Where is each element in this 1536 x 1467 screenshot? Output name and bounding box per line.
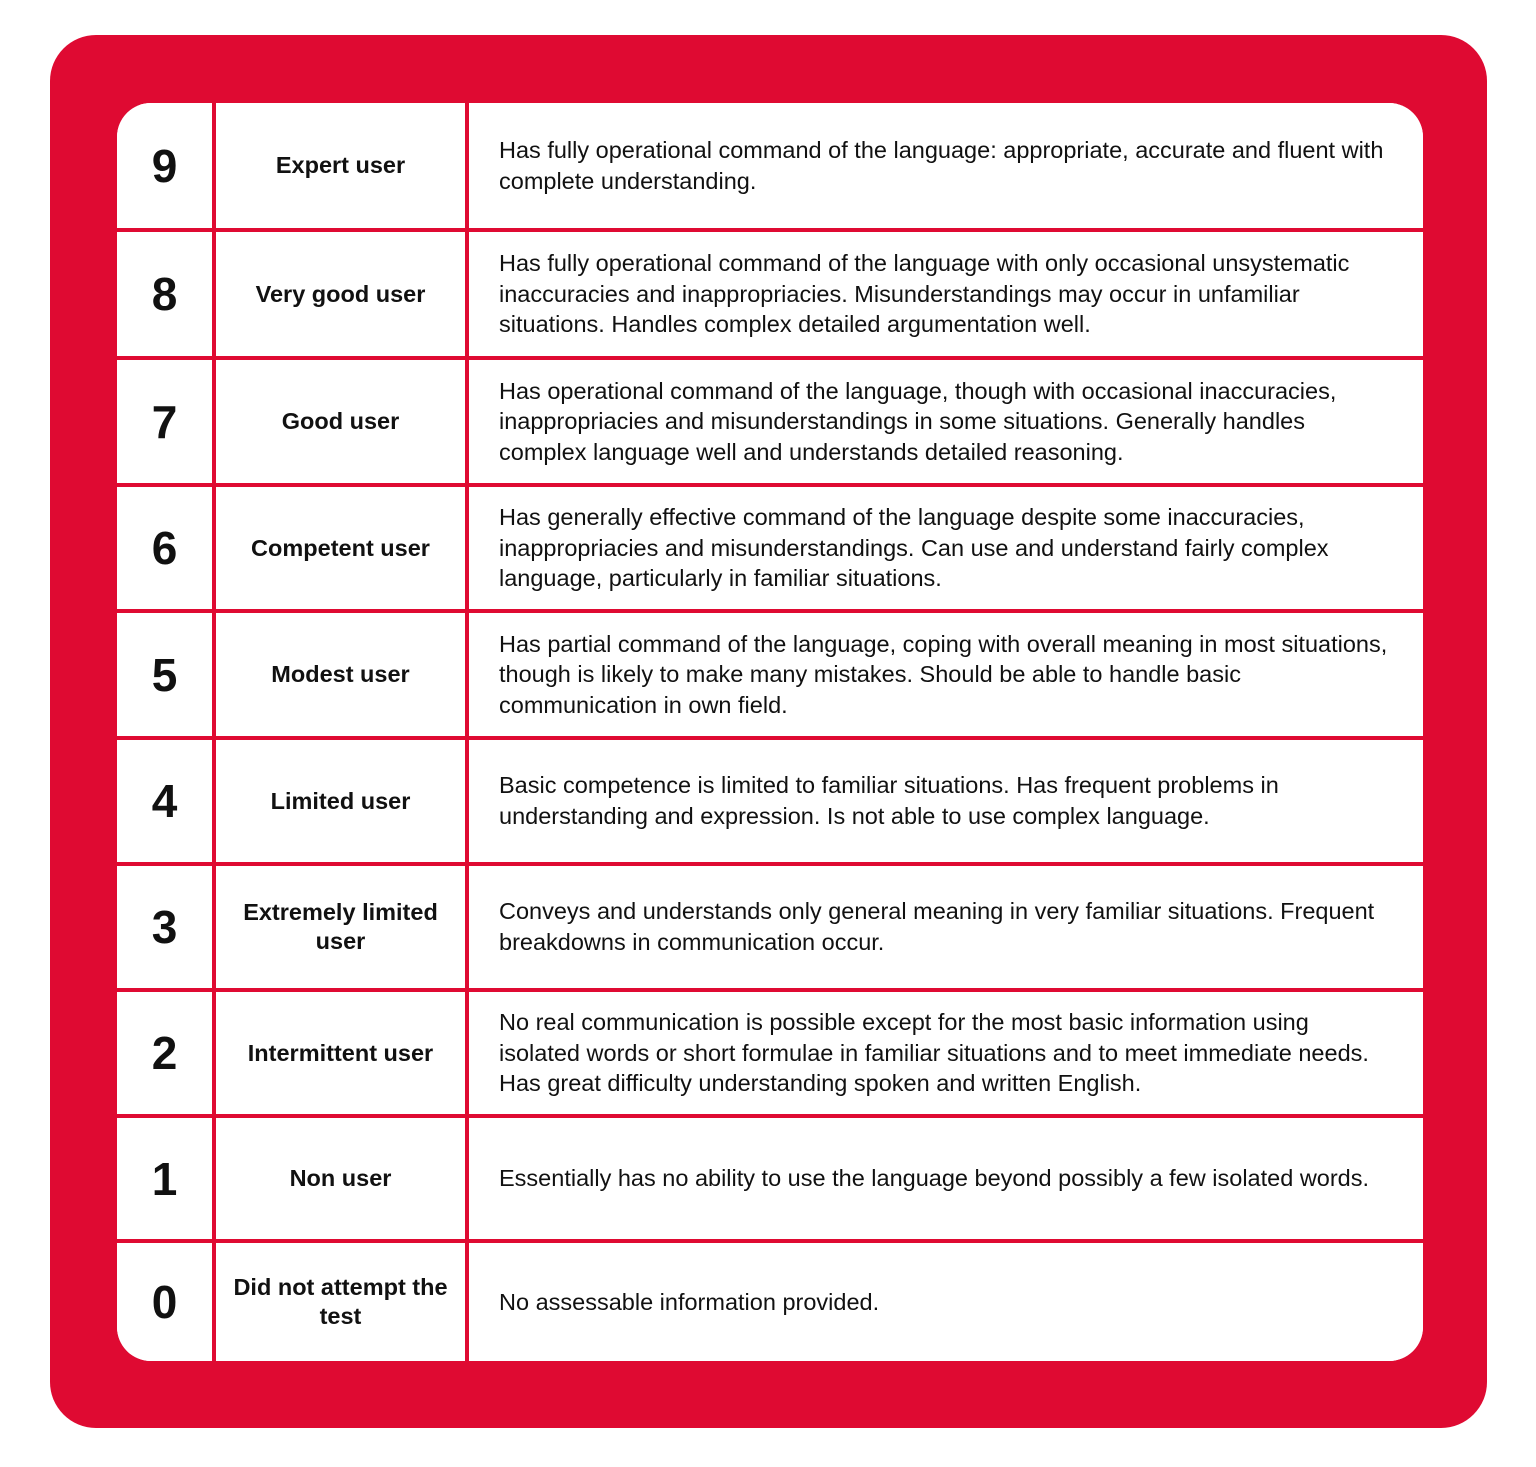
band-description-text: No real communication is possible except for the most basic information using isolated words or short formulae in familiar situations and to meet immediate needs. Has great difficulty understanding spoken and written English. bbox=[499, 1009, 1369, 1097]
band-descriptor-label: Limited user bbox=[216, 740, 469, 862]
band-description-text: Has operational command of the language, though with occasional inaccuracies, inappropriacies and misunderstandings in some situations. Generally handles complex language well and understands detailed reasoning. bbox=[499, 377, 1337, 465]
band-score-value: 5 bbox=[117, 613, 216, 736]
band-description-text: No assessable information provided. bbox=[499, 1288, 880, 1315]
band-score-value: 4 bbox=[117, 740, 216, 862]
band-score-table bbox=[117, 103, 1423, 1361]
band-descriptor-label: Competent user bbox=[216, 487, 469, 609]
table-row bbox=[117, 992, 1423, 1118]
band-score-value: 7 bbox=[117, 360, 216, 483]
band-description-text: Has generally effective command of the language despite some inaccuracies, inappropriacies and misunderstandings. Can use and understand fairly complex language, particularly in familiar situations. bbox=[499, 504, 1329, 592]
band-description-text: Essentially has no ability to use the language beyond possibly a few isolated words. bbox=[499, 1165, 1370, 1192]
band-descriptor-label: Did not attempt the test bbox=[216, 1243, 469, 1361]
band-score-value: 3 bbox=[117, 866, 216, 988]
band-descriptor-label: Modest user bbox=[216, 613, 469, 736]
table-row bbox=[117, 103, 1423, 232]
band-description-text: Has partial command of the language, coping with overall meaning in most situations, though is likely to make many mistakes. Should be able to handle basic communication in own field. bbox=[499, 630, 1388, 718]
band-descriptor-label: Very good user bbox=[216, 232, 469, 356]
band-description-text: Has fully operational command of the language with only occasional unsystematic inaccuracies and inappropriacies. Misunderstandings may occur in unfamiliar situations. Handles complex detailed argumentation well. bbox=[499, 250, 1350, 338]
band-description-text: Conveys and understands only general meaning in very familiar situations. Frequent breakdowns in communication occur. bbox=[499, 898, 1375, 955]
band-descriptor-label: Good user bbox=[216, 360, 469, 483]
table-row bbox=[117, 1118, 1423, 1243]
band-description-text: Has fully operational command of the language: appropriate, accurate and fluent with complete understanding. bbox=[499, 136, 1384, 194]
table-row bbox=[117, 487, 1423, 613]
table-row bbox=[117, 1243, 1423, 1361]
band-score-value: 6 bbox=[117, 487, 216, 609]
table-row bbox=[117, 360, 1423, 487]
band-score-value: 0 bbox=[117, 1243, 216, 1361]
band-descriptor-label: Expert user bbox=[216, 103, 469, 228]
band-descriptor-label: Non user bbox=[216, 1118, 469, 1239]
band-score-value: 8 bbox=[117, 232, 216, 356]
table-row bbox=[117, 613, 1423, 740]
band-score-value: 9 bbox=[117, 103, 216, 228]
band-descriptor-label: Intermittent user bbox=[216, 992, 469, 1114]
table-row bbox=[117, 740, 1423, 866]
table-row bbox=[117, 232, 1423, 360]
band-descriptor-label: Extremely limited user bbox=[216, 866, 469, 988]
band-description-text: Basic competence is limited to familiar situations. Has frequent problems in understanding and expression. Is not able to use complex language. bbox=[499, 772, 1279, 829]
band-score-value: 1 bbox=[117, 1118, 216, 1239]
band-score-value: 2 bbox=[117, 992, 216, 1114]
table-row bbox=[117, 866, 1423, 992]
band-scale-card bbox=[50, 35, 1487, 1428]
